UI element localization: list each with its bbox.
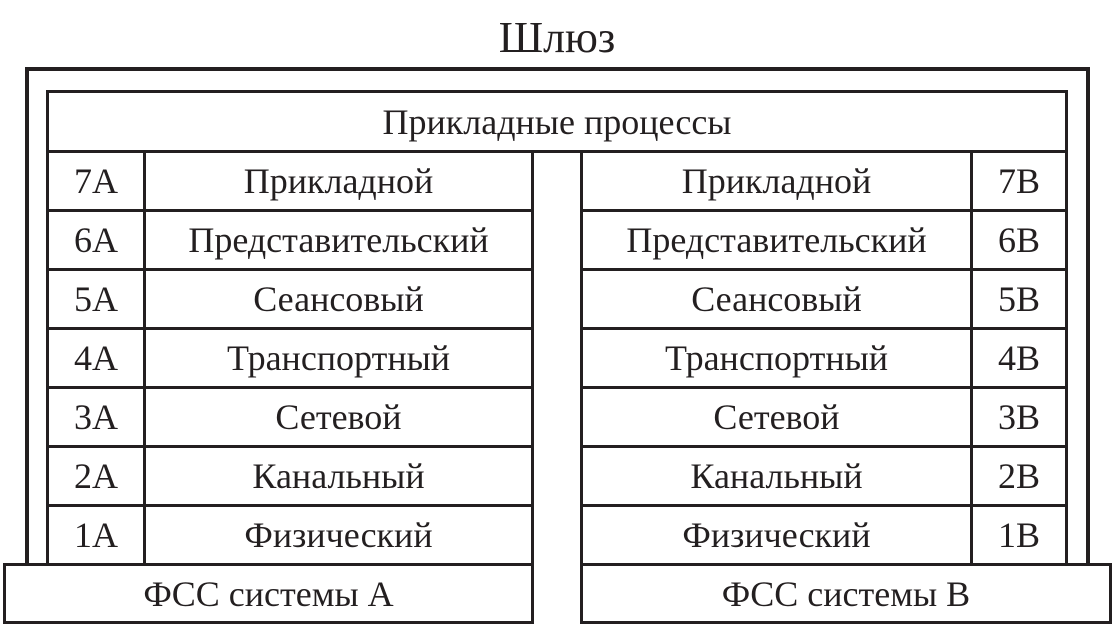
layer-number-3b: 3B: [970, 386, 1068, 448]
layer-name-1a: Физический: [143, 504, 534, 566]
layer-number-5b: 5B: [970, 268, 1068, 330]
layer-name-4a: Транспортный: [143, 327, 534, 389]
layer-number-1b: 1B: [970, 504, 1068, 566]
layer-name-7b: Прикладной: [580, 150, 973, 212]
layer-name-6b: Представительский: [580, 209, 973, 271]
diagram-title: Шлюз: [498, 13, 616, 62]
layer-number-2a: 2A: [46, 445, 146, 507]
layer-name-1b: Физический: [580, 504, 973, 566]
layer-name-2b: Канальный: [580, 445, 973, 507]
layer-name-3a: Сетевой: [143, 386, 534, 448]
layer-name-5b: Сеансовый: [580, 268, 973, 330]
layer-number-6b: 6B: [970, 209, 1068, 271]
layer-name-5a: Сеансовый: [143, 268, 534, 330]
layer-number-3a: 3A: [46, 386, 146, 448]
fss-system-a: ФСС системы A: [3, 563, 534, 624]
layer-number-6a: 6A: [46, 209, 146, 271]
fss-system-b: ФСС системы B: [580, 563, 1112, 624]
layer-name-7a: Прикладной: [143, 150, 534, 212]
stack-separator-gap: [531, 152, 583, 626]
layer-name-4b: Транспортный: [580, 327, 973, 389]
layer-number-4b: 4B: [970, 327, 1068, 389]
application-processes-header: Прикладные процессы: [46, 90, 1068, 153]
layer-name-2a: Канальный: [143, 445, 534, 507]
layer-number-1a: 1A: [46, 504, 146, 566]
layer-number-2b: 2B: [970, 445, 1068, 507]
layer-name-6a: Представительский: [143, 209, 534, 271]
layer-number-7a: 7A: [46, 150, 146, 212]
layer-number-5a: 5A: [46, 268, 146, 330]
layer-number-4a: 4A: [46, 327, 146, 389]
layer-number-7b: 7B: [970, 150, 1068, 212]
layer-name-3b: Сетевой: [580, 386, 973, 448]
